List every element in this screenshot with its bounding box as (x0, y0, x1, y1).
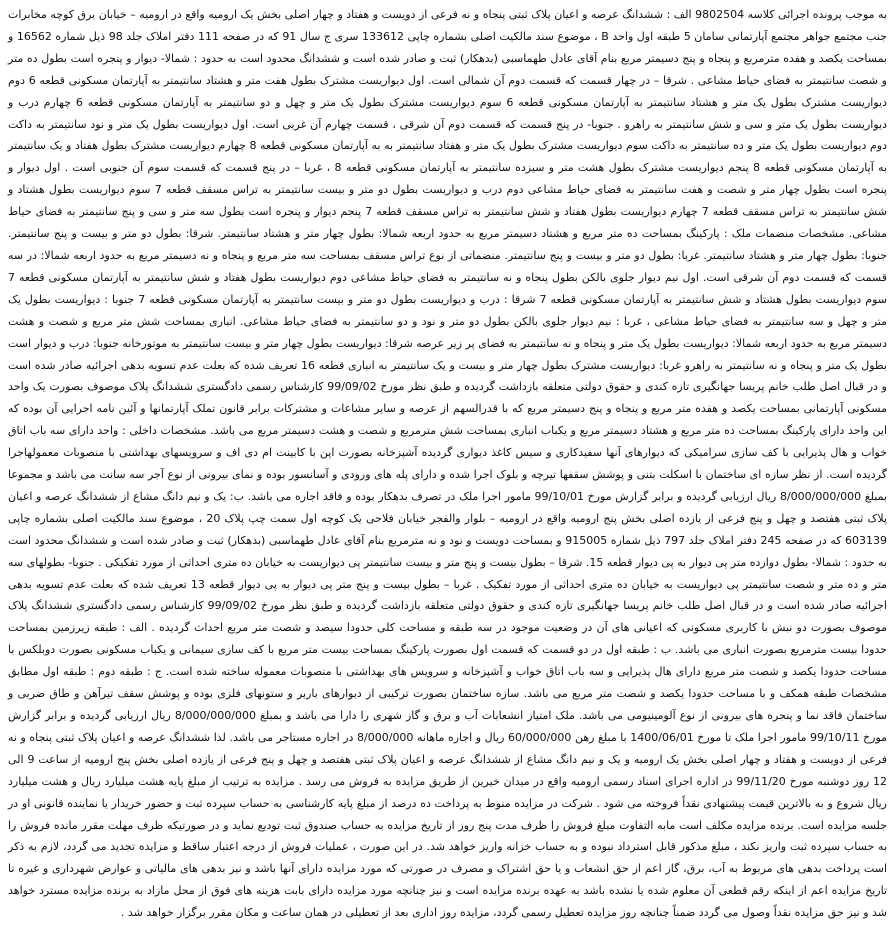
auction-notice-text: به موجب پرونده اجرائی کلاسه 9802504 الف : ششدانگ عرصه و اعیان پلاک ثبتی پنجاه و نه فرعی از دویست و هفتاد و چهار اصلی بخش یک ارومیه واقع در ارومیه – خیابان برق کوچه مخابرات جنب مجتمع جواهر مجتمع آپارتمانی سامان 5 طبقه اول واحد B ، موضوع سند مالکیت اصلی بشماره چاپی 133612 سری ج سال 91 که در صفحه 111 دفتر املاک جلد 98 ذیل شماره 16562 و بمساحت یکصد و هفده مترمربع و پنجاه و پنج دسیمتر مربع بنام آقای عادل طهماسبی (بدهکار) ثبت و صادر شده است و ششدانگ محدود است به حدود : شمالا- دیوار و پنجره است بطول ده متر و شصت سانتیمتر به فضای حیاط مشاعی . شرقا – در چهار قسمت که قسمت دوم آن شمالی است. اول دیواریست مشترک بطول هفت متر و هشتاد سانتیمتر به آپارتمان مسکونی قطعه 6 دوم دیواریست مشترک بطول یک متر و هشتاد سانتیمتر به آپارتمان مسکونی قطعه 6 سوم دیواریست مشترک بطول یک متر و چهل و دو سانتیمتر به آپارتمان مسکونی قطعه 6 چهارم درب و دیواریست بطول یک متر و سی و شش سانتیمتر به راهرو . جنوبا- در پنج قسمت که قسمت دوم آن شرقی ، قسمت چهارم آن غربی است. اول دیواریست بطول یک متر و نود سانتیمتر به داکت دوم دیواریست بطول یک متر و ده سانتیمتر به داکت سوم دیواریست مشترک بطول یک متر و هفتاد سانتیمتر به به آپارتمان مسکونی قطعه 8 چهارم دیواریست مشترک بطول هفتاد و یک سانتیمتر به آپارتمان مسکونی قطعه 8 پنجم دیواریست مشترک بطول هشت متر و سیزده سانتیمتر به آپارتمان مسکونی قطعه 8 ، غربا – در پنج قسمت که قسمت سوم آن جنوبی است . اول دیوار و پنجره است بطول چهار متر و شصت و هفت سانتیمتر به فضای حیاط مشاعی دوم درب و دیواریست بطول دو متر و بیست سانتیمتر به تراس مسقف قطعه 7 سوم دیواریست بطول هشتاد و شش سانتیمتر به تراس مسقف قطعه 7 چهارم دیواریست بطول هفتاد و شش سانتیمتر به تراس مسقف قطعه 7 پنجم دیوار و پنجره است بطول سه متر و سی و پنج سانتیمتر به فضای حیاط مشاعی. مشخصات منضمات ملک : پارکینگ بمساحت ده متر مربع و هشتاد دسیمتر مربع به حدود اربعه شمالا: بطول چهار متر و هشتاد سانتیمتر. شرقا: بطول دو متر و بیست و پنج سانتیمتر. جنوبا: بطول چهار متر و هشتاد سانتیمتر. غربا: بطول دو متر و بیست و پنج سانتیمتر. منضماتی از نوع تراس مسقف بمساحت سه متر مربع و پنجاه و نه دسیمتر مربع به حدود اربعه شمالا: در سه قسمت که قسمت دوم آن شرقی است. اول نیم دیوار جلوی بالکن بطول پنجاه و نه سانتیمتر به فضای حیاط مشاعی دوم دیواریست بطول هفتاد و شش سانتیمتر به آپارتمان مسکونی قطعه 7 سوم دیواریست بطول هشتاد و شش سانتیمتر به آپارتمان مسکونی قطعه 7 شرقا : درب و دیواریست بطول دو متر و بیست سانتیمتر به آپارتمان مسکونی قطعه 7 جنوبا : دیواریست بطول یک متر و چهل و سه سانتیمتر به فضای حیاط مشاعی ، غربا : نیم دیوار جلوی بالکن بطول دو متر و نود و دو سانتیمتر به فضای حیاط مشاعی. انباری بمساحت شش متر مربع و شصت و هشت دسیمتر مربع به حدود اربعه شمالا: دیواریست بطول یک متر و پنجاه و نه سانتیمتر به فضای پر زیر عرصه شرقا: دیواریست بطول چهار متر و بیست سانتیمتر به موتورخانه جنوبا: درب و دیوار است بطول یک متر و پنجاه و نه سانتیمتر به راهرو غربا: دیواریست مشترک بطول چهار متر و بیست و یک سانتیمتر به انباری قطعه 16 تعریف شده که بعلت عدم تسویه بدهی اجرائیه صادر شده است و در قبال اصل طلب خانم پریسا جهانگیری تازه کندی و حقوق دولتی متعلقه بازداشت گردیده و طبق نظر مورخ 99/09/02 کارشناس رسمی دادگستری ششدانگ پلاک موصوف بصورت یک واحد مسکونی آپارتمانی بمساحت یکصد و هفده متر مربع و پنجاه و پنج دسیمتر مربع که با قدرالسهم از عرصه و سایر مشاعات و مشترکات برابر قانون تملک آپارتمانها و آئین نامه اجرایی آن بوده که این واحد دارای پارکینگ بمساحت ده متر مربع و هشتاد دسیمتر مربع و یکباب انباری بمساحت شش مترمربع و شصت و هشت دسیمتر مربع می باشد. مشخصات داخلی : واحد دارای سه باب اتاق خواب و هال پذیرایی با کف سازی سرامیکی که دیوارهای آنها سفیدکاری و سیس کاغذ دیواری گردیده آشپزخانه بصورت اپن با کابینت ام دی اف و سرویسهای بهداشتی با منصوبات معمولهاجرا گردیده است. از نظر سازه ای ساختمان با اسکلت بتنی و پوشش سقفها تیرچه و بلوک اجرا شده و دارای پله های ورودی و آسانسور بوده و نمای بیرونی از نوع آجر سه سانت می باشد و مجموعا بمبلغ 8/000/000/000 ریال ارزیابی گردیده و برابر گزارش مورخ 99/10/01 مامور اجرا ملک در تصرف بدهکار بوده و فاقد اجاره می باشد. ب: یک و نیم دانگ مشاع از ششدانگ عرصه و اعیان پلاک ثبتی هفتصد و چهل و پنج فرعی از یازده اصلی بخش پنج ارومیه واقع در ارومیه – بلوار والفجر خیابان فلاحی یک کوچه اول سمت چپ پلاک 20 ، موضوع سند مالکیت اصلی بشماره چاپی 603139 که در صفحه 245 دفتر املاک جلد 797 ذیل شماره 915005 و بمساحت دویست و نود و نه مترمربع بنام آقای عادل طهماسبی (بدهکار) ثبت و صادر شده است و ششدانگ محدود است به حدود : شمالا- بطول دوازده متر پی دیوار به پی دیوار قطعه 15. شرقا – بطول بیست و پنج متر و بیست سانتیمتر پی دیواریست به خیابان ده متری احداثی از مورد تفکیکی . جنوبا- بطولهای سه متر و ده متر و شصت سانتیمتر پی دیواریست به خیابان ده متری احداثی از مورد تفکیک . غربا – بطول بیست و پنج متر پی دیوار به پی دیوار قطعه 13 تعریف شده که بعلت عدم تسویه بدهی اجرائیه صادر شده است و در قبال اصل طلب خانم پریسا جهانگیری تازه کندی و حقوق دولتی متعلقه بازداشت گردیده و طبق نظر مورخ 99/09/02 کارشناس رسمی دادگستری ششدانگ پلاک موصوف بصورت دو نبش با کاربری مسکونی که اعیانی های آن در وضعیت موجود در سه طبقه و مساحت کلی حدودا سیصد و شصت متر مربع احداث گردیده . الف : طبقه زیرزمین بمساحت حدودا بیست مترمربع بصورت انباری می باشد. ب : طبقه اول در دو قسمت که قسمت اول بصورت پارکینگ بمساحت بیست متر مربع با کف سازی سیمانی و یکباب مسکونی بصورت دوبلکس با مساحت حدودا یکصد و شصت متر مربع دارای هال پذیرایی و سه باب اتاق خواب و آشپزخانه و سرویس های بهداشتی با منصوبات معموله ساخته شده است. ج : طبقه دوم : طبقه اول مطابق مشخصات طبقه همکف و با مساحت حدودا یکصد و شصت متر مربع می باشد. سازه ساختمان بصورت ترکیبی از دیوارهای باربر و ستونهای فلزی بوده و پوشش سقف تیرآهن و طاق ضربی و ساختمان فاقد نما و پنجره های بیرونی از نوع آلومینیومی می باشد. ملک امتیاز انشعابات آب و برق و گاز شهری را دارا می باشد و بمبلغ 8/000/000/000 ریال ارزیابی گردیده و برابر گزارش مورخ 99/10/11 مامور اجرا ملک تا مورخ 1400/06/01 با مبلغ رهن 60/000/000 ریال و اجاره ماهانه 8/000/000 در اجاره مستاجر می باشد. لذا ششدانگ عرصه و اعیان پلاک ثبتی پنجاه و نه فرعی از دویست و هفتاد و چهار اصلی بخش یک ارومیه و یک و نیم دانگ مشاع از ششدانگ عرصه و اعیان پلاک ثبتی هفتصد و چهل و پنج فرعی از یازده اصلی بخش پنج ارومیه از ساعت 9 الی 12 روز دوشنبه مورخ 99/11/20 در اداره اجرای اسناد رسمی ارومیه واقع در میدان خیرین از طریق مزایده به فروش می رسد . مزایده به ترتیب از مبلغ پایه هشت میلیارد ریال و هشت میلیارد ریال شروع و به بالاترین قیمت پیشنهادی نقداً فروخته می شود . شرکت در مزایده منوط به پرداخت ده درصد از مبلغ پایه کارشناسی به حساب سپرده ثبت و حضور خریدار یا نماینده قانونی او در جلسه مزایده است. برنده مزایده مکلف است مابه التفاوت مبلغ فروش را ظرف مدت پنج روز از تاریخ مزایده به حساب صندوق ثبت تودیع نماید و در صورتیکه ظرف مهلت مقرر مانده فروش را به حساب سپرده ثبت واریز نکند ، مبلغ مذکور قابل استرداد نبوده و به حساب خزانه واریز خواهد شد. در این صورت ، عملیات فروش از درجه اعتبار ساقط و مزایده تجدید می گردد، لازم به ذکر است پرداخت بدهی های مربوط به آب، برق، گاز اعم از حق انشعاب و یا حق اشتراک و مصرف در صورتی که مورد مزایده دارای آنها باشد و نیز بدهی های مالیاتی و عوارض شهرداری و غیره تا تاریخ مزایده اعم از اینکه رقم قطعی آن معلوم شده یا نشده باشد به عهده برنده مزایده است و نیز چنانچه مورد مزایده دارای بابت هزینه های فوق از محل مازاد به برنده مزایده مسترد خواهد شد و نیز حق مزایده نقداً وصول می گردد ضمناً چنانچه روز مزایده تعطیل رسمی گردد، مزایده روز اداری بعد از تعطیلی در همان ساعت و مکان مقرر برگزار خواهد شد . (8, 8, 888, 920)
